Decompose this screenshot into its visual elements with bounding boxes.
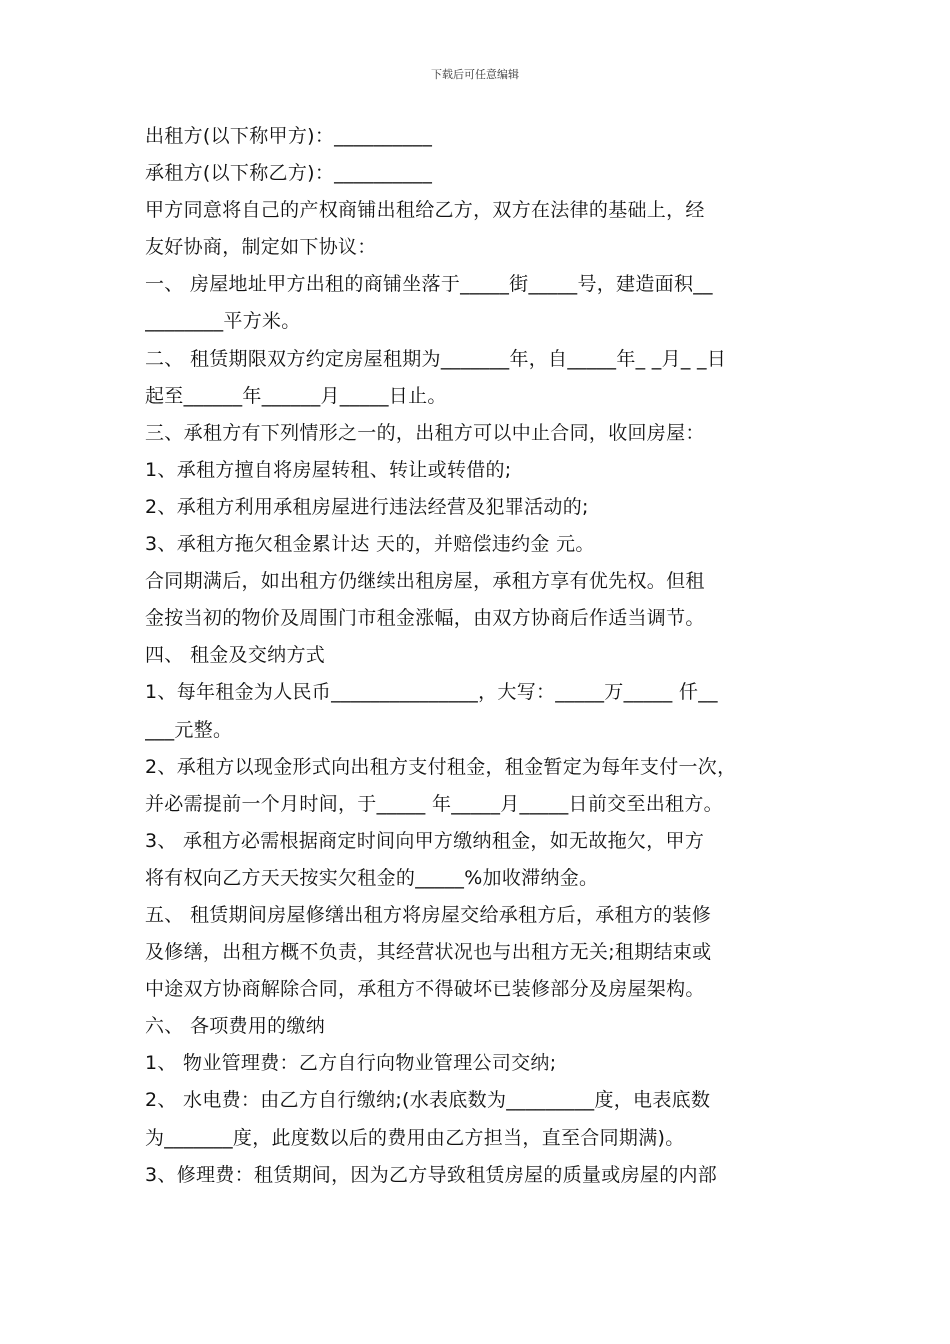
contract-line: 将有权向乙方天天按实欠租金的_____%加收滞纳金。 bbox=[145, 866, 599, 889]
contract-line: ________平方米。 bbox=[145, 310, 301, 333]
contract-line: 六、 各项费用的缴纳 bbox=[145, 1015, 326, 1038]
contract-line: 2、承租方利用承租房屋进行违法经营及犯罪活动的; bbox=[145, 495, 589, 518]
contract-line: ___元整。 bbox=[145, 718, 233, 741]
contract-line: 起至______年______月_____日止。 bbox=[145, 384, 447, 407]
contract-line: 1、承租方擅自将房屋转租、转让或转借的; bbox=[145, 458, 512, 481]
contract-line: 友好协商，制定如下协议： bbox=[145, 236, 377, 259]
contract-line: 2、承租方以现金形式向出租方支付租金，租金暂定为每年支付一次， bbox=[145, 755, 737, 778]
contract-line: 承租方(以下称乙方)：__________ bbox=[145, 162, 433, 185]
contract-line: 合同期满后，如出租方仍继续出租房屋，承租方享有优先权。但租 bbox=[145, 570, 705, 593]
contract-line: 并必需提前一个月时间，于_____ 年_____月_____日前交至出租方。 bbox=[145, 792, 723, 815]
contract-line: 3、修理费：租赁期间，因为乙方导致租赁房屋的质量或房屋的内部 bbox=[145, 1163, 718, 1186]
contract-line: 四、 租金及交纳方式 bbox=[145, 644, 326, 667]
contract-line: 二、 租赁期限双方约定房屋租期为_______年，自_____年_ _月_ _日 bbox=[145, 347, 727, 370]
contract-line: 1、 物业管理费：乙方自行向物业管理公司交纳; bbox=[145, 1052, 557, 1075]
contract-line: 3、 承租方必需根据商定时间向甲方缴纳租金，如无故拖欠，甲方 bbox=[145, 829, 705, 852]
contract-line: 中途双方协商解除合同，承租方不得破坏已装修部分及房屋架构。 bbox=[145, 978, 705, 1001]
contract-line: 三、承租方有下列情形之一的，出租方可以中止合同，收回房屋： bbox=[145, 421, 705, 444]
contract-line: 3、承租方拖欠租金累计达 天的，并赔偿违约金 元。 bbox=[145, 533, 595, 556]
contract-line: 及修缮，出租方概不负责，其经营状况也与出租方无关;租期结束或 bbox=[145, 941, 712, 964]
contract-line: 1、每年租金为人民币_______________，大写：_____万_____ 仟__ bbox=[145, 681, 718, 704]
contract-line: 一、 房屋地址甲方出租的商铺坐落于_____街_____号，建造面积__ bbox=[145, 273, 713, 296]
contract-line: 甲方同意将自己的产权商铺出租给乙方，双方在法律的基础上，经 bbox=[145, 199, 705, 222]
contract-line: 金按当初的物价及周围门市租金涨幅，由双方协商后作适当调节。 bbox=[145, 607, 705, 630]
contract-line: 2、 水电费：由乙方自行缴纳;(水表底数为_________度，电表底数 bbox=[145, 1089, 711, 1112]
contract-line: 出租方(以下称甲方)：__________ bbox=[145, 125, 433, 147]
contract-line: 为_______度，此度数以后的费用由乙方担当，直至合同期满)。 bbox=[145, 1126, 685, 1149]
contract-line: 五、 租赁期间房屋修缮出租方将房屋交给承租方后，承租方的装修 bbox=[145, 903, 712, 926]
page-header: 下载后可任意编辑 bbox=[431, 68, 519, 81]
contract-body bbox=[145, 118, 817, 1194]
